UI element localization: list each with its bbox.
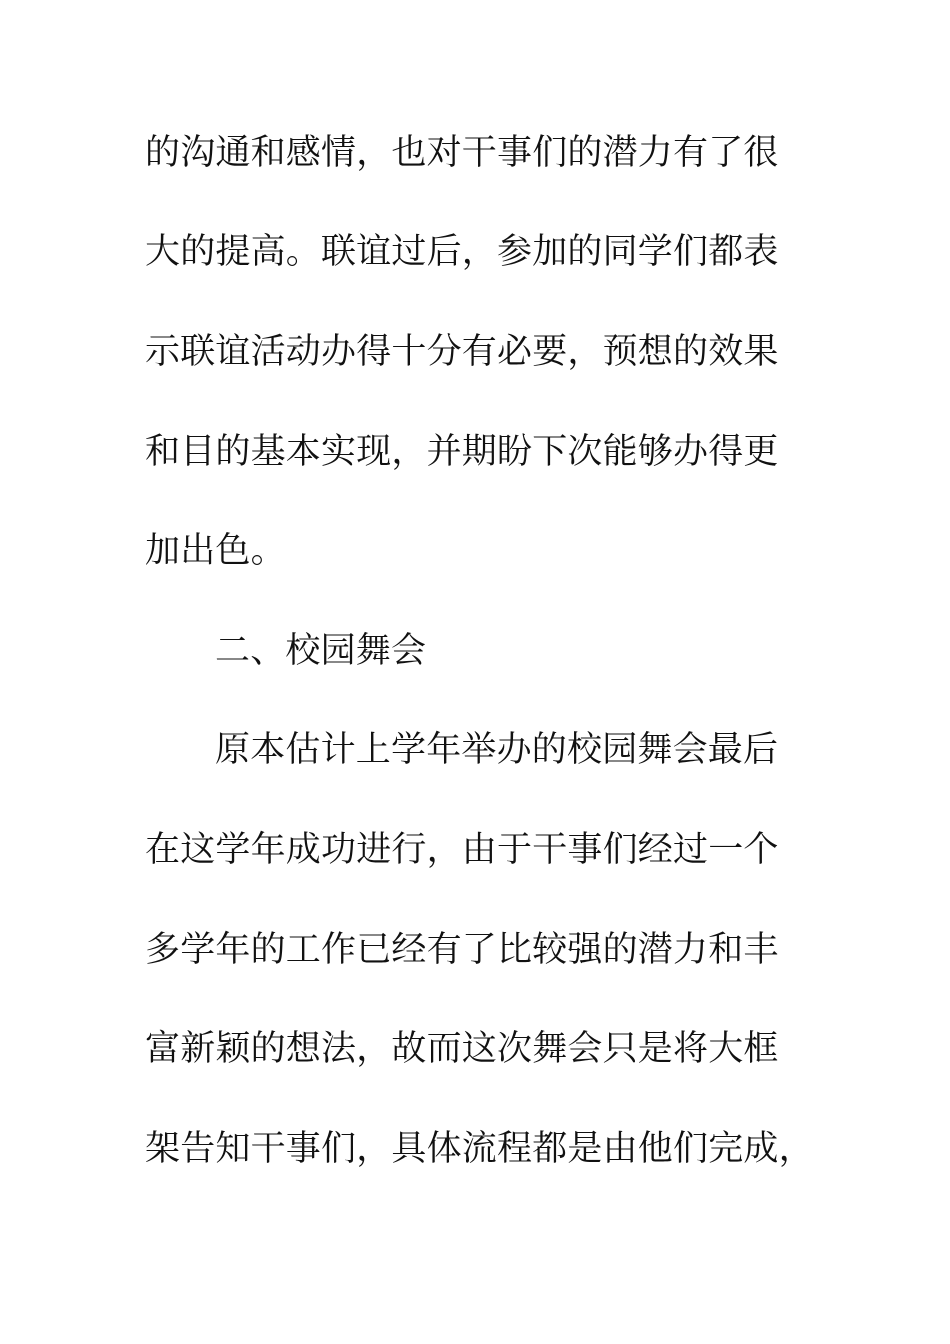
body-text-line: 的沟通和感情，也对干事们的潜力有了很: [145, 133, 779, 173]
section-heading: 二、校园舞会: [215, 631, 427, 671]
body-text-line: 和目的基本实现，并期盼下次能够办得更: [145, 432, 779, 472]
body-text-line: 富新颖的想法，故而这次舞会只是将大框: [145, 1029, 779, 1069]
body-text-line: 示联谊活动办得十分有必要，预想的效果: [145, 332, 779, 372]
body-text-line: 多学年的工作已经有了比较强的潜力和丰: [145, 930, 779, 970]
body-text-line: 大的提高。联谊过后，参加的同学们都表: [145, 232, 779, 272]
body-text-line: 加出色。: [145, 531, 286, 571]
paragraph-first-line: 原本估计上学年举办的校园舞会最后: [215, 730, 779, 770]
body-text-line: 在这学年成功进行，由于干事们经过一个: [145, 830, 779, 870]
body-text-line: 架告知干事们，具体流程都是由他们完成，: [145, 1129, 814, 1169]
